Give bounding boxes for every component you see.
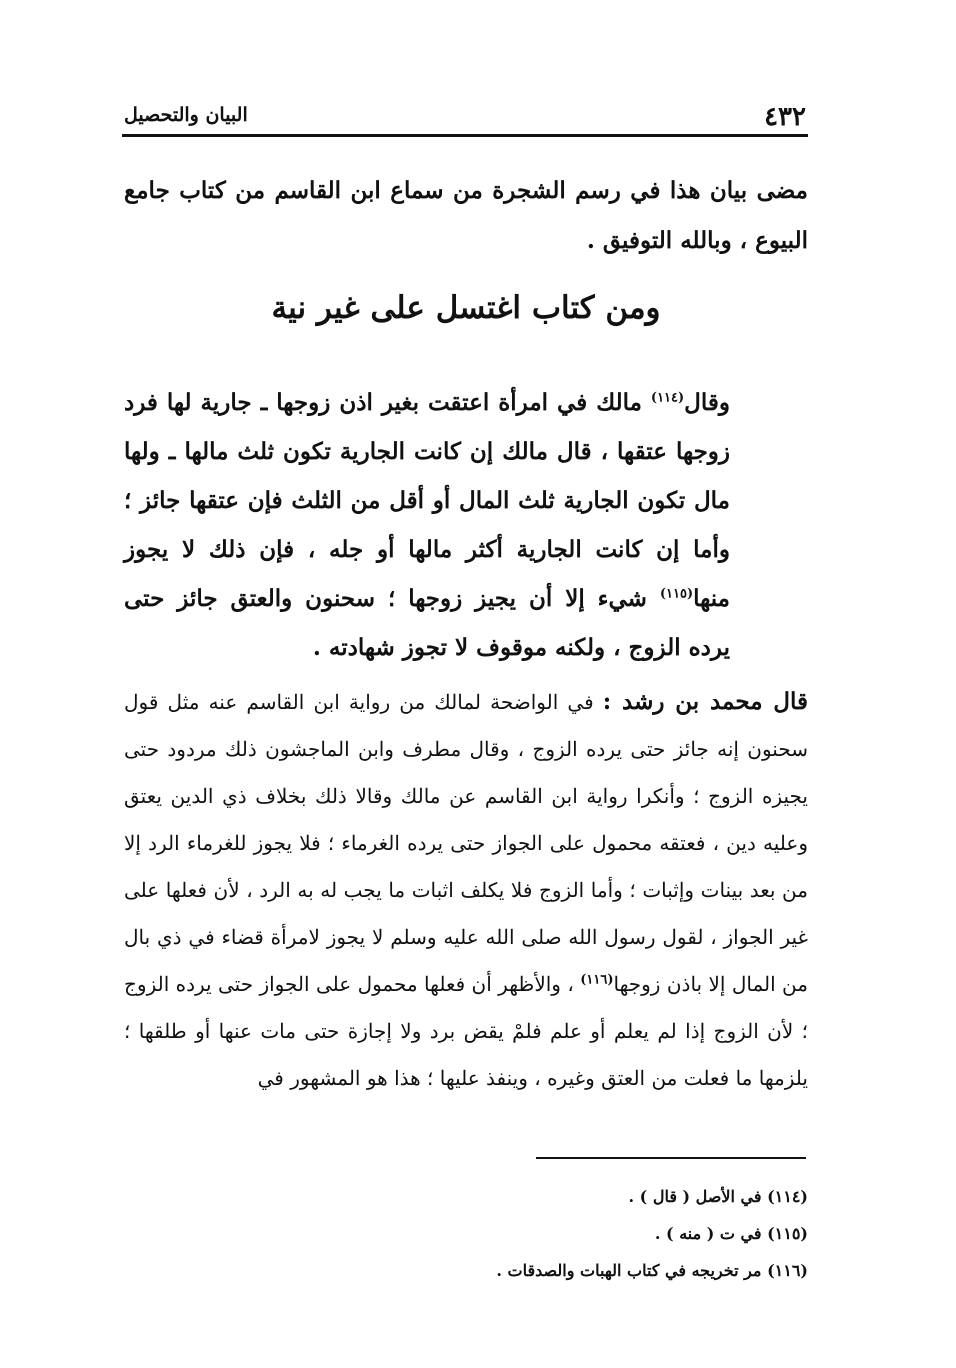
commentary-paragraph bbox=[124, 678, 808, 1102]
page-number: ٤٣٢ bbox=[764, 102, 806, 132]
quote-lead: وقال bbox=[684, 389, 730, 416]
footnotes bbox=[124, 1178, 808, 1289]
footnote-115: (١١٥) في ت ( منه ) . bbox=[654, 1224, 808, 1243]
commentary-speaker: قال محمد بن رشد : bbox=[602, 688, 809, 715]
footnote-114: (١١٤) في الأصل ( قال ) . bbox=[628, 1187, 808, 1206]
quote-paragraph bbox=[124, 378, 808, 672]
footnote-ref-114: (١١٤) bbox=[650, 390, 685, 406]
quoted-text bbox=[124, 378, 808, 672]
footnote-116: (١١٦) مر تخريجه في كتاب الهبات والصدقات . bbox=[496, 1261, 808, 1280]
header-rule bbox=[122, 134, 808, 137]
commentary-text-part2: ، والأظهر أن فعلها محمول على الجواز حتى يرده الزوج ؛ لأن الزوج إذا لم يعلم أو علم فلمْ يقض برد ولا إجازة حتى مات عنها أو طلقها ؛ يلزمها ما فعلت من العتق وغيره ، وينفذ عليها ؛ هذا هو المشهور في bbox=[124, 972, 808, 1090]
commentary-text-part1: في الواضحة لمالك من رواية ابن القاسم عنه مثل قول سحنون إنه جائز حتى يرده الزوج ، وقال مطرف وابن الماجشون ذلك مردود حتى يجيزه الزوج ؛ وأنكرا رواية ابن القاسم عن مالك وقالا ذلك بخلاف ذي الدين يعتق وعليه دين ، فعتقه محمول على الجواز حتى يرده الغرماء ؛ فلا يجوز للغرماء الرد إلا من بعد بينات وإثبات ؛ وأما الزوج فلا يكلف اثبات ما يجب له به الرد ، لأن فعلها على غير الجواز ، لقول رسول الله صلى الله عليه وسلم لا يجوز لامرأة قضاء في ذي بال من المال إلا باذن زوجها bbox=[124, 690, 808, 996]
running-title: البيان والتحصيل bbox=[124, 104, 248, 126]
quote-text-part1: مالك في امرأة اعتقت بغير اذن زوجها ـ جارية لها فرد زوجها عتقها ، قال مالك إن كانت الجارية تكون ثلث مالها ـ ولها مال تكون الجارية ثلث المال أو أقل من الثلث فإن عتقها جائز ؛ وأما إن كانت الجارية أكثر مالها أو جله ، فإن ذلك لا يجوز منها bbox=[124, 389, 730, 612]
page-header bbox=[124, 96, 806, 136]
quote-text-part2: شيء إلا أن يجيز زوجها ؛ سحنون والعتق جائز حتى يرده الزوج ، ولكنه موقوف لا تجوز شهادته . bbox=[124, 585, 730, 661]
intro-paragraph: مضى بيان هذا في رسم الشجرة من سماع ابن القاسم من كتاب جامع البيوع ، وبالله التوفيق . bbox=[124, 177, 808, 254]
section-heading: ومن كتاب اغتسل على غير نية bbox=[271, 290, 661, 326]
footnote-ref-116: (١١٦) bbox=[580, 972, 614, 988]
footnote-ref-115: (١١٥) bbox=[659, 586, 694, 602]
footnote-rule bbox=[536, 1157, 806, 1159]
commentary bbox=[124, 678, 808, 1102]
